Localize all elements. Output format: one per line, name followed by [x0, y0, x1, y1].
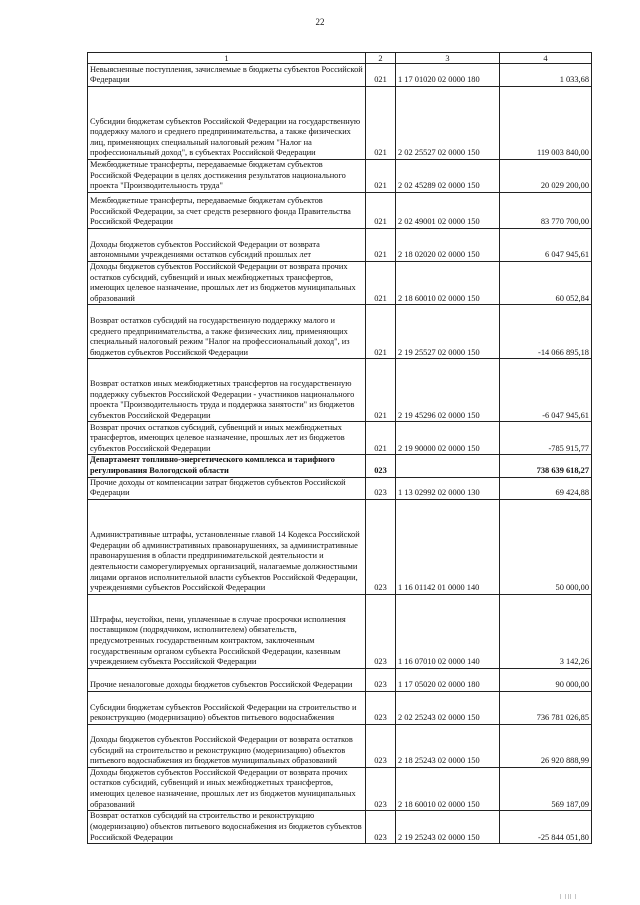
row-glava-code: 021 — [366, 422, 396, 455]
footer-marks: ǀ ǀǀǀ ǀ — [560, 893, 578, 901]
table-row — [88, 64, 592, 87]
row-classification-code: 2 02 25527 02 0000 150 — [396, 87, 500, 160]
table-row — [88, 477, 592, 499]
row-amount: 3 142,26 — [500, 594, 592, 668]
row-glava-code: 023 — [366, 691, 396, 724]
row-description: Доходы бюджетов субъектов Российской Федерации от возврата прочих остатков субсидий, субвенций и иных межбюджетных трансфертов, имеющих целевое назначение, прошлых лет из бюджетов муниципальных образований — [88, 767, 366, 810]
row-amount: 20 029 200,00 — [500, 160, 592, 193]
row-glava-code: 021 — [366, 359, 396, 422]
row-classification-code — [396, 455, 500, 477]
row-classification-code: 2 02 49001 02 0000 150 — [396, 193, 500, 229]
row-amount: 119 003 840,00 — [500, 87, 592, 160]
row-description: Возврат остатков субсидий на строительство и реконструкцию (модернизацию) объектов питьевого водоснабжения из бюджетов субъектов Российской Федерации — [88, 811, 366, 844]
row-classification-code: 2 19 45296 02 0000 150 — [396, 359, 500, 422]
header-col-2: 2 — [366, 53, 396, 64]
row-classification-code: 2 18 60010 02 0000 150 — [396, 262, 500, 305]
row-amount: 50 000,00 — [500, 499, 592, 594]
table-row — [88, 724, 592, 767]
table-row — [88, 160, 592, 193]
row-amount: 569 187,09 — [500, 767, 592, 810]
row-glava-code: 023 — [366, 811, 396, 844]
row-classification-code: 1 16 07010 02 0000 140 — [396, 594, 500, 668]
header-col-4: 4 — [500, 53, 592, 64]
table-row — [88, 767, 592, 810]
table-row — [88, 359, 592, 422]
row-glava-code: 023 — [366, 594, 396, 668]
revenue-table — [87, 52, 592, 844]
row-description: Субсидии бюджетам субъектов Российской Федерации на строительство и реконструкцию (модернизацию) объектов питьевого водоснабжения — [88, 691, 366, 724]
page-number: 22 — [315, 17, 325, 27]
row-glava-code: 021 — [366, 160, 396, 193]
row-description: Межбюджетные трансферты, передаваемые бюджетам субъектов Российской Федерации в целях достижения результатов национального проекта "Производительность труда" — [88, 160, 366, 193]
row-glava-code: 021 — [366, 87, 396, 160]
row-amount: -25 844 051,80 — [500, 811, 592, 844]
row-glava-code: 023 — [366, 724, 396, 767]
table-row — [88, 811, 592, 844]
table-row — [88, 499, 592, 594]
row-description: Возврат остатков субсидий на государственную поддержку малого и среднего предпринимательства, а также физических лиц, применяющих специальный налоговый режим "Налог на профессиональный доход", из бюджетов субъектов Российской Федерации — [88, 305, 366, 359]
row-glava-code: 023 — [366, 499, 396, 594]
row-amount: 736 781 026,85 — [500, 691, 592, 724]
row-description: Субсидии бюджетам субъектов Российской Федерации на государственную поддержку малого и среднего предпринимательства, а также физических лиц, применяющих специальный налоговый режим "Налог на профессиональный доход", в субъектах Российской Федерации — [88, 87, 366, 160]
row-amount: 1 033,68 — [500, 64, 592, 87]
row-description: Межбюджетные трансферты, передаваемые бюджетам субъектов Российской Федерации, за счет средств резервного фонда Правительства Российской Федерации — [88, 193, 366, 229]
table-row — [88, 229, 592, 262]
table-row — [88, 594, 592, 668]
row-glava-code: 021 — [366, 64, 396, 87]
row-amount: 738 639 618,27 — [500, 455, 592, 477]
table-row — [88, 262, 592, 305]
row-amount: 83 770 700,00 — [500, 193, 592, 229]
row-amount: -785 915,77 — [500, 422, 592, 455]
row-description: Административные штрафы, установленные главой 14 Кодекса Российской Федерации об административных правонарушениях, за административные правонарушения в области предпринимательской деятельности и деятельности саморегулируемых организаций, налагаемые должностными лицами органов исполнительной власти субъектов Российской Федерации, учреждениями субъектов Российской Федерации — [88, 499, 366, 594]
row-description: Прочие доходы от компенсации затрат бюджетов субъектов Российской Федерации — [88, 477, 366, 499]
row-description: Доходы бюджетов субъектов Российской Федерации от возврата автономными учреждениями остатков субсидий прошлых лет — [88, 229, 366, 262]
row-classification-code: 2 19 25527 02 0000 150 — [396, 305, 500, 359]
row-description: Доходы бюджетов субъектов Российской Федерации от возврата прочих остатков субсидий, субвенций и иных межбюджетных трансфертов, имеющих целевое назначение, прошлых лет из бюджетов муниципальных образований — [88, 262, 366, 305]
row-classification-code: 2 02 45289 02 0000 150 — [396, 160, 500, 193]
row-amount: -14 066 895,18 — [500, 305, 592, 359]
row-classification-code: 2 02 25243 02 0000 150 — [396, 691, 500, 724]
table-header-row — [88, 53, 592, 64]
table-row — [88, 422, 592, 455]
row-description: Департамент топливно-энергетического комплекса и тарифного регулирования Вологодской области — [88, 455, 366, 477]
row-classification-code: 1 16 01142 01 0000 140 — [396, 499, 500, 594]
row-glava-code: 021 — [366, 262, 396, 305]
row-amount: -6 047 945,61 — [500, 359, 592, 422]
row-classification-code: 2 19 90000 02 0000 150 — [396, 422, 500, 455]
header-col-1: 1 — [88, 53, 366, 64]
row-amount: 69 424,88 — [500, 477, 592, 499]
header-col-3: 3 — [396, 53, 500, 64]
row-classification-code: 2 18 25243 02 0000 150 — [396, 724, 500, 767]
row-amount: 6 047 945,61 — [500, 229, 592, 262]
row-amount: 60 052,84 — [500, 262, 592, 305]
row-description: Прочие неналоговые доходы бюджетов субъектов Российской Федерации — [88, 668, 366, 691]
row-description: Доходы бюджетов субъектов Российской Федерации от возврата остатков субсидий на строительство и реконструкцию (модернизацию) объектов питьевого водоснабжения из бюджетов муниципальных образований — [88, 724, 366, 767]
row-glava-code: 021 — [366, 229, 396, 262]
row-glava-code: 023 — [366, 477, 396, 499]
table-row — [88, 455, 592, 477]
table-row — [88, 691, 592, 724]
row-classification-code: 2 18 02020 02 0000 150 — [396, 229, 500, 262]
table-row — [88, 305, 592, 359]
row-description: Возврат остатков иных межбюджетных трансфертов на государственную поддержку субъектов Российской Федерации - участников национального проекта "Производительность труда и поддержка занятости" из бюджетов субъектов Российской Федерации — [88, 359, 366, 422]
row-classification-code: 2 18 60010 02 0000 150 — [396, 767, 500, 810]
table-row — [88, 87, 592, 160]
row-description: Возврат прочих остатков субсидий, субвенций и иных межбюджетных трансфертов, имеющих целевое назначение, прошлых лет из бюджетов субъектов Российской Федерации — [88, 422, 366, 455]
row-classification-code: 2 19 25243 02 0000 150 — [396, 811, 500, 844]
row-classification-code: 1 17 05020 02 0000 180 — [396, 668, 500, 691]
table-row — [88, 193, 592, 229]
row-amount: 26 920 888,99 — [500, 724, 592, 767]
row-description: Невыясненные поступления, зачисляемые в бюджеты субъектов Российской Федерации — [88, 64, 366, 87]
table-row — [88, 668, 592, 691]
row-glava-code: 023 — [366, 767, 396, 810]
row-glava-code: 023 — [366, 455, 396, 477]
row-description: Штрафы, неустойки, пени, уплаченные в случае просрочки исполнения поставщиком (подрядчиком, исполнителем) обязательств, предусмотренных государственным контрактом, заключенным государственным органом субъекта Российской Федерации, казенным учреждением субъекта Российской Федерации — [88, 594, 366, 668]
row-glava-code: 021 — [366, 193, 396, 229]
row-glava-code: 021 — [366, 305, 396, 359]
table-body — [88, 64, 592, 844]
row-glava-code: 023 — [366, 668, 396, 691]
row-classification-code: 1 17 01020 02 0000 180 — [396, 64, 500, 87]
row-classification-code: 1 13 02992 02 0000 130 — [396, 477, 500, 499]
row-amount: 90 000,00 — [500, 668, 592, 691]
